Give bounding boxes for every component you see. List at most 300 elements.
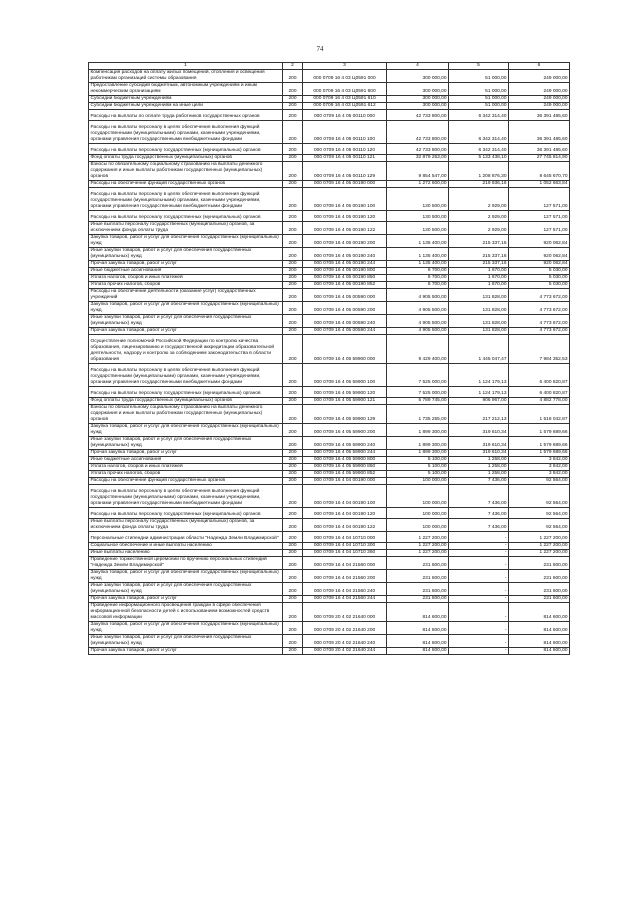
row-name: Прочая закупка товаров, работ и услуг [89, 596, 283, 603]
table-row [89, 235, 570, 248]
row-name: Расходы на выплаты персоналу в целях обеспечения выполнения функций государственными (муниципальными) органами, казенными учреждениями, органами управления государственными внебюджетными фондами [89, 121, 283, 144]
row-budget-class: 000 0709 16 4 05 00190 240 [303, 248, 387, 261]
row-budget-class: 000 0709 16 4 05 00110 000 [303, 110, 387, 121]
row-value-col6: 127 571,00 [509, 211, 570, 222]
row-value-col5: 51 000,00 [449, 70, 509, 83]
row-name: Иные выплаты персоналу государственных (муниципальных) органов, за исключением фонда оплаты труда [89, 519, 283, 532]
row-value-col6: 127 571,00 [509, 222, 570, 235]
table-row [89, 635, 570, 648]
header-col-6: 6 [509, 63, 570, 70]
row-value-col4: 814 600,00 [387, 622, 449, 635]
row-value-col5: 7 436,00 [449, 519, 509, 532]
row-value-col4: 1 227 200,00 [387, 532, 449, 543]
row-line-code: 200 [283, 235, 303, 248]
row-name: Иные бюджетные ассигнования [89, 457, 283, 464]
row-line-code: 200 [283, 335, 303, 364]
row-value-col5: - [449, 603, 509, 622]
row-budget-class: 000 0709 16 4 03 Ц0591 610 [303, 96, 387, 103]
row-name: Закупка товаров, работ и услуг для обеспечения государственных (муниципальных) нужд [89, 622, 283, 635]
row-line-code: 200 [283, 583, 303, 596]
row-value-col5: - [449, 622, 509, 635]
row-line-code: 200 [283, 387, 303, 398]
row-budget-class: 000 0709 16 4 04 00190 000 [303, 478, 387, 485]
row-name: Расходы на выплаты персоналу в целях обеспечения выполнения функций государственными (муниципальными) органами, казенными учреждениями, органами управления государственными внебюджетными фондами [89, 485, 283, 508]
row-value-col4: 4 905 500,00 [387, 328, 449, 335]
row-name: Социальное обеспечение и иные выплаты населению [89, 543, 283, 550]
row-line-code: 200 [283, 596, 303, 603]
row-value-col4: 100 000,00 [387, 508, 449, 519]
row-value-col5: 215 337,16 [449, 261, 509, 268]
table-row [89, 557, 570, 570]
row-budget-class: 000 0709 16 4 05 59900 000 [303, 335, 387, 364]
row-name: Расходы на выплаты по оплате труда работников государственных органов [89, 110, 283, 121]
row-line-code: 200 [283, 550, 303, 557]
row-line-code: 200 [283, 603, 303, 622]
row-name: Закупка товаров, работ и услуг для обеспечения государственных (муниципальных) нужд [89, 302, 283, 315]
row-budget-class: 000 0709 16 4 05 59900 850 [303, 464, 387, 471]
table-row [89, 328, 570, 335]
row-budget-class: 000 0709 16 4 05 00190 800 [303, 268, 387, 275]
table-row [89, 457, 570, 464]
row-value-col4: 1 899 300,00 [387, 437, 449, 450]
row-line-code: 200 [283, 437, 303, 450]
row-name: Иные закупки товаров, работ и услуг для обеспечения государственных (муниципальных) нужд [89, 635, 283, 648]
row-value-col5: 51 000,00 [449, 96, 509, 103]
row-value-col6: 127 571,00 [509, 188, 570, 211]
row-value-col4: 4 905 500,00 [387, 289, 449, 302]
row-budget-class: 000 0709 16 4 04 21560 000 [303, 557, 387, 570]
row-value-col6: 249 000,00 [509, 70, 570, 83]
row-value-col6: 6 400 820,87 [509, 387, 570, 398]
table-row [89, 211, 570, 222]
header-col-3: 3 [303, 63, 387, 70]
row-value-col5: 2 929,00 [449, 188, 509, 211]
row-line-code: 200 [283, 248, 303, 261]
row-value-col6: 1 579 689,66 [509, 450, 570, 457]
row-budget-class: 000 0709 16 4 05 00110 129 [303, 162, 387, 181]
row-line-code: 200 [283, 464, 303, 471]
row-value-col4: 300 000,00 [387, 83, 449, 96]
row-value-col5: 215 337,16 [449, 248, 509, 261]
row-budget-class: 000 0709 20 4 02 21640 244 [303, 648, 387, 655]
row-value-col6: 231 600,00 [509, 583, 570, 596]
row-line-code: 200 [283, 405, 303, 424]
row-value-col4: 814 600,00 [387, 603, 449, 622]
row-line-code: 200 [283, 398, 303, 405]
table-row [89, 424, 570, 437]
table-row [89, 248, 570, 261]
table-row [89, 464, 570, 471]
row-value-col4: 6 700,00 [387, 268, 449, 275]
row-value-col4: 231 600,00 [387, 570, 449, 583]
row-name: Расходы на выплаты персоналу в целях обеспечения выполнения функций государственными (муниципальными) органами, казенными учреждениями, органами управления государственными внебюджетными фондами [89, 188, 283, 211]
row-budget-class: 000 0709 16 4 04 00190 122 [303, 519, 387, 532]
row-value-col4: 1 227 200,00 [387, 550, 449, 557]
row-value-col5: 131 828,00 [449, 328, 509, 335]
row-name: Фонд оплаты труда государственных (муниципальных) органов [89, 398, 283, 405]
row-budget-class: 000 0709 16 4 05 00190 000 [303, 181, 387, 188]
row-name: Предоставление субсидий бюджетным, автономным учреждениям и иным некоммерческим организациям [89, 83, 283, 96]
row-value-col6: 920 062,84 [509, 248, 570, 261]
row-name: Прочая закупка товаров, работ и услуг [89, 450, 283, 457]
table-row [89, 335, 570, 364]
row-name: Уплата налогов, сборов и иных платежей [89, 464, 283, 471]
row-name: Иные выплаты населению [89, 550, 283, 557]
row-name: Расходы на обеспечение функций государственных органов [89, 478, 283, 485]
row-name: Иные закупки товаров, работ и услуг для обеспечения государственных (муниципальных) нужд [89, 583, 283, 596]
row-line-code: 200 [283, 543, 303, 550]
row-value-col6: 814 600,00 [509, 648, 570, 655]
row-budget-class: 000 0709 16 4 05 00590 240 [303, 315, 387, 328]
row-value-col5: 131 828,00 [449, 315, 509, 328]
row-budget-class: 000 0709 16 4 05 00590 200 [303, 302, 387, 315]
row-value-col6: 249 000,00 [509, 83, 570, 96]
row-value-col5: - [449, 635, 509, 648]
table-row [89, 478, 570, 485]
row-name: Расходы на выплаты персоналу государственных (муниципальных) органов [89, 387, 283, 398]
row-value-col6: 4 773 672,00 [509, 302, 570, 315]
table-row [89, 450, 570, 457]
row-budget-class: 000 0709 16 4 04 21560 244 [303, 596, 387, 603]
row-name: Компенсация расходов на оплату жилых помещений, отопления и освещения работникам организаций системы образования [89, 70, 283, 83]
row-value-col6: 3 842,00 [509, 457, 570, 464]
row-line-code: 200 [283, 188, 303, 211]
row-value-col5: 7 436,00 [449, 508, 509, 519]
table-row [89, 70, 570, 83]
table-row [89, 315, 570, 328]
row-budget-class: 000 0709 20 4 02 21640 240 [303, 635, 387, 648]
row-value-col6: 1 579 689,66 [509, 424, 570, 437]
row-budget-class: 000 0709 16 4 05 00590 000 [303, 289, 387, 302]
row-value-col5: 215 337,16 [449, 235, 509, 248]
table-row [89, 387, 570, 398]
row-value-col4: 100 000,00 [387, 478, 449, 485]
row-value-col5: 1 670,00 [449, 282, 509, 289]
table-row [89, 596, 570, 603]
row-line-code: 200 [283, 485, 303, 508]
row-value-col6: 920 062,84 [509, 235, 570, 248]
row-value-col5: 131 828,00 [449, 289, 509, 302]
row-budget-class: 000 0709 16 4 05 00190 852 [303, 282, 387, 289]
row-line-code: 200 [283, 282, 303, 289]
row-value-col4: 4 905 500,00 [387, 302, 449, 315]
row-value-col6: 814 600,00 [509, 603, 570, 622]
row-budget-class: 000 0709 16 4 04 10710 300 [303, 543, 387, 550]
row-value-col5: 906 967,00 [449, 398, 509, 405]
row-value-col6: 231 600,00 [509, 596, 570, 603]
row-line-code: 200 [283, 364, 303, 387]
header-col-2: 2 [283, 63, 303, 70]
row-line-code: 200 [283, 181, 303, 188]
row-name: Проведение информационного просвещения граждан в сфере обеспечения информационной безопасности детей с использованием возможностей средств массовой информации [89, 603, 283, 622]
row-budget-class: 000 0709 20 4 02 21640 000 [303, 603, 387, 622]
row-value-col6: 7 984 352,53 [509, 335, 570, 364]
row-budget-class: 000 0709 16 4 05 59900 244 [303, 450, 387, 457]
table-row [89, 289, 570, 302]
row-budget-class: 000 0709 16 4 05 00590 244 [303, 328, 387, 335]
table-row [89, 110, 570, 121]
row-value-col6: 8 645 670,70 [509, 162, 570, 181]
row-value-col5: 2 929,00 [449, 222, 509, 235]
row-line-code: 200 [283, 103, 303, 110]
row-value-col6: 1 227 200,00 [509, 543, 570, 550]
row-name: Расходы на обеспечение функций государственных органов [89, 181, 283, 188]
header-col-5: 5 [449, 63, 509, 70]
table-row [89, 83, 570, 96]
row-line-code: 200 [283, 424, 303, 437]
row-value-col6: 5 030,00 [509, 268, 570, 275]
row-line-code: 200 [283, 275, 303, 282]
row-value-col4: 6 700,00 [387, 275, 449, 282]
row-value-col4: 1 135 400,00 [387, 248, 449, 261]
row-name: Расходы на выплаты персоналу государственных (муниципальных) органов [89, 144, 283, 155]
row-value-col4: 42 733 800,00 [387, 110, 449, 121]
row-name: Прочая закупка товаров, работ и услуг [89, 328, 283, 335]
row-line-code: 200 [283, 570, 303, 583]
row-value-col5: 1 445 047,47 [449, 335, 509, 364]
row-value-col4: 7 525 000,00 [387, 387, 449, 398]
row-value-col6: 4 773 672,00 [509, 289, 570, 302]
row-name: Иные закупки товаров, работ и услуг для обеспечения государственных (муниципальных) нужд [89, 248, 283, 261]
row-value-col5: 1 124 179,13 [449, 387, 509, 398]
table-header-row [89, 63, 570, 70]
row-budget-class: 000 0709 16 4 04 00190 100 [303, 485, 387, 508]
row-value-col6: 5 030,00 [509, 275, 570, 282]
row-budget-class: 000 0709 16 4 04 10710 360 [303, 550, 387, 557]
row-value-col6: 231 600,00 [509, 570, 570, 583]
row-value-col4: 100 000,00 [387, 485, 449, 508]
row-line-code: 200 [283, 268, 303, 275]
row-value-col4: 42 733 800,00 [387, 121, 449, 144]
row-name: Уплата прочих налогов, сборов [89, 282, 283, 289]
row-value-col6: 4 773 672,00 [509, 328, 570, 335]
row-budget-class: 000 0709 16 4 05 59900 121 [303, 398, 387, 405]
row-value-col5: - [449, 570, 509, 583]
row-budget-class: 000 0709 16 4 04 21560 240 [303, 583, 387, 596]
row-value-col5: 319 610,34 [449, 437, 509, 450]
row-value-col5: 2 929,00 [449, 211, 509, 222]
row-value-col4: 42 733 800,00 [387, 144, 449, 155]
row-value-col5: 7 436,00 [449, 478, 509, 485]
row-value-col4: 5 789 745,00 [387, 398, 449, 405]
row-value-col6: 92 564,00 [509, 478, 570, 485]
row-value-col4: 9 429 400,00 [387, 335, 449, 364]
row-line-code: 200 [283, 457, 303, 464]
row-budget-class: 000 0709 16 4 04 10710 000 [303, 532, 387, 543]
row-budget-class: 000 0709 16 4 05 00190 120 [303, 211, 387, 222]
row-value-col5: 131 828,00 [449, 302, 509, 315]
row-value-col5: - [449, 532, 509, 543]
row-value-col4: 1 135 400,00 [387, 261, 449, 268]
row-line-code: 200 [283, 315, 303, 328]
row-budget-class: 000 0709 16 4 05 59900 852 [303, 471, 387, 478]
row-value-col6: 4 773 672,00 [509, 315, 570, 328]
row-value-col5: 1 258,00 [449, 471, 509, 478]
row-name: Расходы на выплаты персоналу государственных (муниципальных) органов [89, 508, 283, 519]
row-budget-class: 000 0709 16 4 05 00190 100 [303, 188, 387, 211]
table-row [89, 570, 570, 583]
row-name: Субсидии бюджетным учреждениям [89, 96, 283, 103]
row-budget-class: 000 0709 16 4 05 59900 200 [303, 424, 387, 437]
row-value-col4: 1 135 400,00 [387, 235, 449, 248]
row-name: Расходы на выплаты персоналу в целях обеспечения выполнения функций государственными (муниципальными) органами, казенными учреждениями, органами управления государственными внебюджетными фондами [89, 364, 283, 387]
row-value-col6: 1 579 689,66 [509, 437, 570, 450]
row-value-col5: 1 208 876,30 [449, 162, 509, 181]
row-name: Проведение торжественной церемонии по вручению персональных стипендий "Надежда Земли Владимирской" [89, 557, 283, 570]
row-name: Уплата прочих налогов, сборов [89, 471, 283, 478]
row-name: Фонд оплаты труда государственных (муниципальных) органов [89, 155, 283, 162]
row-name: Расходы на выплаты персоналу государственных (муниципальных) органов [89, 211, 283, 222]
table-row [89, 162, 570, 181]
table-row [89, 437, 570, 450]
row-line-code: 200 [283, 211, 303, 222]
row-value-col4: 1 899 300,00 [387, 450, 449, 457]
row-value-col5: - [449, 596, 509, 603]
row-value-col4: 1 227 200,00 [387, 543, 449, 550]
row-name: Субсидии бюджетным учреждениям на иные цели [89, 103, 283, 110]
row-budget-class: 000 0709 16 4 05 59900 800 [303, 457, 387, 464]
row-budget-class: 000 0709 16 4 05 00190 244 [303, 261, 387, 268]
row-name: Уплата налогов, сборов и иных платежей [89, 275, 283, 282]
row-value-col6: 5 030,00 [509, 282, 570, 289]
row-value-col5: 51 000,00 [449, 103, 509, 110]
row-line-code: 200 [283, 96, 303, 103]
row-value-col5: 6 342 314,40 [449, 144, 509, 155]
row-name: Иные выплаты персоналу государственных (муниципальных) органов, за исключением фонда оплаты труда [89, 222, 283, 235]
table-row [89, 364, 570, 387]
row-value-col4: 300 000,00 [387, 103, 449, 110]
row-name: Осуществление полномочий Российской Федерации по контролю качества образования, лицензированию и государственной аккредитации образовательной деятельности, надзору и контролю за соблюдением законодательства в области образования [89, 335, 283, 364]
row-value-col5: 51 000,00 [449, 83, 509, 96]
row-value-col6: 249 000,00 [509, 103, 570, 110]
row-value-col4: 130 500,00 [387, 211, 449, 222]
row-line-code: 200 [283, 261, 303, 268]
row-value-col5: 6 342 314,40 [449, 121, 509, 144]
row-budget-class: 000 0709 16 4 03 Ц0591 600 [303, 83, 387, 96]
table-row [89, 261, 570, 268]
row-value-col5: 1 258,00 [449, 457, 509, 464]
table-row [89, 302, 570, 315]
row-budget-class: 000 0709 16 4 04 00190 120 [303, 508, 387, 519]
table-row [89, 96, 570, 103]
row-value-col5: 217 212,13 [449, 405, 509, 424]
row-value-col4: 9 854 547,00 [387, 162, 449, 181]
row-value-col5: 1 124 179,13 [449, 364, 509, 387]
row-value-col5: 1 670,00 [449, 275, 509, 282]
row-value-col5: - [449, 648, 509, 655]
table-row [89, 543, 570, 550]
row-name: Взносы по обязательному социальному страхованию на выплаты денежного содержания и иные выплаты работникам государственных (муниципальных) органов [89, 405, 283, 424]
row-line-code: 200 [283, 302, 303, 315]
row-line-code: 200 [283, 508, 303, 519]
row-value-col6: 6 400 820,87 [509, 364, 570, 387]
table-row [89, 282, 570, 289]
row-value-col6: 4 882 778,00 [509, 398, 570, 405]
budget-execution-table [88, 62, 570, 655]
row-name: Расходы на обеспечение деятельности (оказание услуг) государственных учреждений [89, 289, 283, 302]
row-value-col4: 130 500,00 [387, 188, 449, 211]
row-budget-class: 000 0709 16 4 05 59900 129 [303, 405, 387, 424]
table-body [89, 70, 570, 655]
table-row [89, 188, 570, 211]
row-value-col5: - [449, 583, 509, 596]
table-row [89, 485, 570, 508]
row-value-col5: 319 610,34 [449, 424, 509, 437]
row-name: Прочая закупка товаров, работ и услуг [89, 648, 283, 655]
row-budget-class: 000 0709 16 4 05 00110 120 [303, 144, 387, 155]
row-line-code: 200 [283, 622, 303, 635]
row-line-code: 200 [283, 478, 303, 485]
row-line-code: 200 [283, 144, 303, 155]
row-value-col6: 27 745 814,90 [509, 155, 570, 162]
row-value-col4: 5 100,00 [387, 471, 449, 478]
row-value-col6: 1 227 200,00 [509, 550, 570, 557]
row-value-col5: 319 610,34 [449, 450, 509, 457]
row-name: Иные бюджетные ассигнования [89, 268, 283, 275]
header-col-1: 1 [89, 63, 283, 70]
row-value-col6: 1 518 042,87 [509, 405, 570, 424]
row-value-col6: 36 391 485,60 [509, 110, 570, 121]
row-value-col4: 231 600,00 [387, 557, 449, 570]
row-name: Иные закупки товаров, работ и услуг для обеспечения государственных (муниципальных) нужд [89, 437, 283, 450]
row-budget-class: 000 0709 16 4 05 59900 120 [303, 387, 387, 398]
table-row [89, 648, 570, 655]
table-row [89, 583, 570, 596]
row-value-col6: 814 600,00 [509, 622, 570, 635]
row-value-col4: 100 000,00 [387, 519, 449, 532]
row-value-col6: 231 600,00 [509, 557, 570, 570]
row-value-col4: 814 600,00 [387, 648, 449, 655]
row-value-col6: 92 564,00 [509, 519, 570, 532]
row-line-code: 200 [283, 532, 303, 543]
row-value-col6: 3 842,00 [509, 471, 570, 478]
table-row [89, 155, 570, 162]
row-value-col4: 300 000,00 [387, 96, 449, 103]
row-name: Взносы по обязательному социальному страхованию на выплаты денежного содержания и иные выплаты работникам государственных (муниципальных) органов [89, 162, 283, 181]
row-value-col6: 920 062,84 [509, 261, 570, 268]
row-value-col4: 130 500,00 [387, 222, 449, 235]
row-value-col5: 219 936,16 [449, 181, 509, 188]
row-budget-class: 000 0709 16 4 05 59900 100 [303, 364, 387, 387]
row-value-col4: 814 600,00 [387, 635, 449, 648]
row-value-col5: - [449, 550, 509, 557]
header-col-4: 4 [387, 63, 449, 70]
row-line-code: 200 [283, 83, 303, 96]
row-budget-class: 000 0709 16 4 03 Ц0591 000 [303, 70, 387, 83]
row-value-col6: 92 564,00 [509, 485, 570, 508]
row-budget-class: 000 0709 16 4 05 59900 240 [303, 437, 387, 450]
row-line-code: 200 [283, 110, 303, 121]
row-value-col4: 6 700,00 [387, 282, 449, 289]
row-line-code: 200 [283, 70, 303, 83]
row-value-col6: 3 842,00 [509, 464, 570, 471]
row-value-col6: 1 227 200,00 [509, 532, 570, 543]
row-line-code: 200 [283, 450, 303, 457]
table-row [89, 398, 570, 405]
row-budget-class: 000 0709 16 4 05 00110 121 [303, 155, 387, 162]
row-line-code: 200 [283, 289, 303, 302]
row-value-col6: 814 600,00 [509, 635, 570, 648]
table-row [89, 550, 570, 557]
row-value-col5: 1 670,00 [449, 268, 509, 275]
table-row [89, 519, 570, 532]
row-budget-class: 000 0709 16 4 05 00190 200 [303, 235, 387, 248]
row-line-code: 200 [283, 519, 303, 532]
row-value-col4: 231 600,00 [387, 596, 449, 603]
row-value-col6: 249 000,00 [509, 96, 570, 103]
row-value-col4: 300 000,00 [387, 70, 449, 83]
row-budget-class: 000 0709 16 4 03 Ц0591 612 [303, 103, 387, 110]
